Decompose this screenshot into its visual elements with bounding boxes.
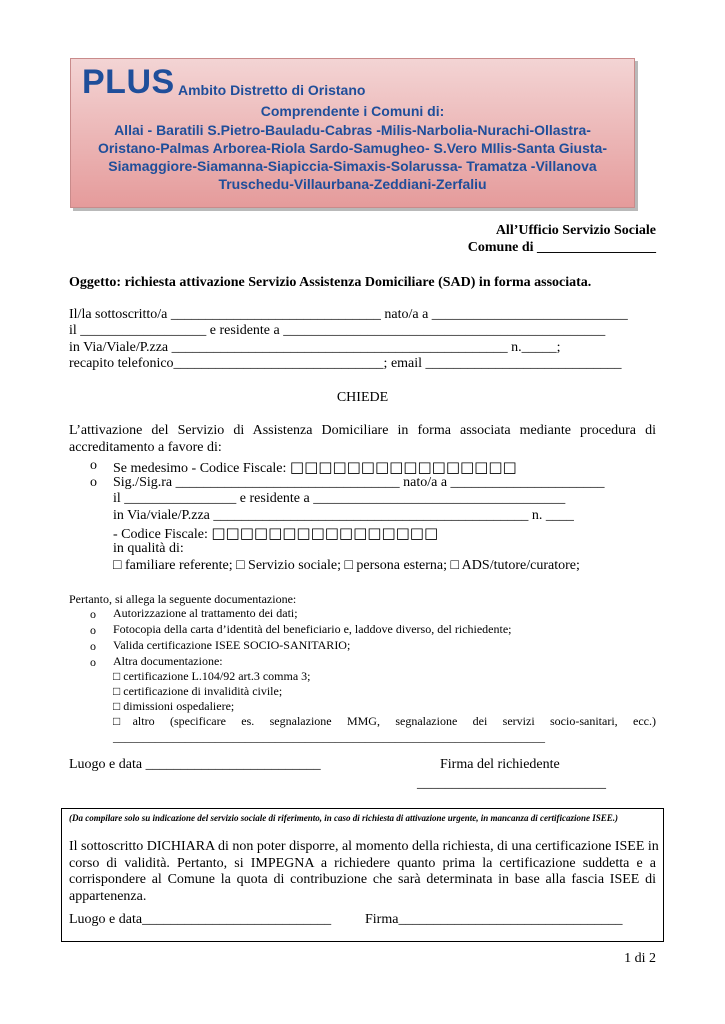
activation-text: L’attivazione del Servizio di Assistenza Domiciliare in forma associata mediante procedura di	[69, 423, 656, 438]
plus-logo-text: PLUS	[82, 63, 175, 101]
applicant-name-line: Il/la sottoscritto/a ______________________________ nato/a a ____________________________	[69, 307, 628, 322]
option-other-address-line: in Via/viale/P.zza _____________________________________________ n. ____	[113, 508, 574, 523]
declaration-text: corso di validità. Pertanto, si IMPEGNA a richiedere quanto prima la certificazione suddetta e a	[69, 856, 656, 871]
option-other-birth-line: il ________________ e residente a ____________________________________	[113, 491, 566, 506]
other-blank-line: ________________________________________________________________________	[113, 730, 545, 744]
fiscal-code-label: - Codice Fiscale:	[113, 527, 208, 542]
attachment-item: Altra documentazione:	[113, 654, 223, 668]
attachment-subitem: □ certificazione di invalidità civile;	[113, 684, 283, 698]
box-signature-field: Firma________________________________	[365, 912, 623, 927]
attachment-subitem: □altro (specificare es. segnalazione MMG, segnalazione dei servizi socio-sanitari, ecc.)	[113, 714, 656, 728]
attachment-subitem: □ dimissioni ospedaliere;	[113, 699, 235, 713]
bullet: o	[90, 607, 96, 621]
signature-label: Firma del richiedente	[440, 757, 560, 772]
declaration-text: Il sottoscritto DICHIARA di non poter disporre, al momento della richiesta, di una certificazione ISEE in	[69, 839, 659, 854]
ambito-title: Ambito Distretto di Oristano	[178, 82, 366, 98]
comuni-line: Siamaggiore-Siamanna-Siapiccia-Simaxis-Solarussa- Tramatza -Villanova	[108, 158, 597, 174]
place-date-field: Luogo e data _________________________	[69, 757, 321, 772]
bullet: o	[90, 639, 96, 653]
applicant-birth-line: il __________________ e residente a ______________________________________________	[69, 323, 606, 338]
box-note: (Da compilare solo su indicazione del servizio sociale di riferimento, in caso di richiesta di attivazione urgente, in mancanza di certificazione ISEE.)	[69, 813, 619, 823]
addressee-office: All’Ufficio Servizio Sociale	[495, 223, 656, 238]
role-options[interactable]: □ familiare referente; □ Servizio sociale; □ persona esterna; □ ADS/tutore/curatore;	[113, 558, 580, 573]
comuni-line: Truschedu-Villaurbana-Zeddiani-Zerfaliu	[218, 176, 487, 192]
comuni-line: Oristano-Palmas Arborea-Riola Sardo-Samugheo- S.Vero MIlis-Santa Giusta-	[97, 140, 608, 156]
bullet: o	[90, 623, 96, 637]
attachment-item: Fotocopia della carta d’identità del beneficiario e, laddove diverso, del richiedente;	[113, 622, 512, 636]
option-other-name-line: Sig./Sig.ra ________________________________ nato/a a ______________________	[113, 475, 605, 490]
chiede-heading: CHIEDE	[336, 390, 389, 405]
bullet: o	[90, 655, 96, 669]
role-label: in qualità di:	[113, 541, 184, 556]
bullet: o	[90, 475, 97, 490]
declaration-text: appartenenza.	[69, 889, 147, 904]
fiscal-code-boxes[interactable]: □□□□□□□□□□□□□□□□	[211, 524, 439, 542]
option-self-label: Se medesimo - Codice Fiscale:	[113, 461, 287, 476]
applicant-contact-line: recapito telefonico______________________________; email ____________________________	[69, 356, 622, 371]
bullet: o	[90, 458, 97, 473]
attachment-item: Autorizzazione al trattamento dei dati;	[113, 606, 298, 620]
declaration-text: corrispondere al Comune la quota di contribuzione che sarà determinata in base alla fascia ISEE di	[69, 872, 656, 887]
applicant-address-line: in Via/Viale/P.zza ________________________________________________ n._____;	[69, 340, 561, 355]
attachments-intro: Pertanto, si allega la seguente documentazione:	[69, 592, 297, 606]
attachment-item: Valida certificazione ISEE SOCIO-SANITARIO;	[113, 638, 351, 652]
comuni-line: Allai - Baratili S.Pietro-Bauladu-Cabras -Milis-Narbolia-Nurachi-Ollastra-	[114, 122, 591, 138]
attachment-subitem: □ certificazione L.104/92 art.3 comma 3;	[113, 669, 311, 683]
signature-line: ___________________________	[417, 776, 606, 791]
subject-line: Oggetto: richiesta attivazione Servizio Assistenza Domiciliare (SAD) in forma associata.	[69, 275, 592, 290]
page-number: 1 di 2	[624, 951, 656, 966]
comprendente-label: Comprendente i Comuni di:	[260, 103, 445, 119]
fiscal-code-boxes[interactable]: □□□□□□□□□□□□□□□□	[289, 458, 517, 476]
addressee-comune: Comune di _________________	[467, 240, 656, 255]
activation-text: accreditamento a favore di:	[69, 440, 222, 455]
box-place-date-field: Luogo e data___________________________	[69, 912, 332, 927]
